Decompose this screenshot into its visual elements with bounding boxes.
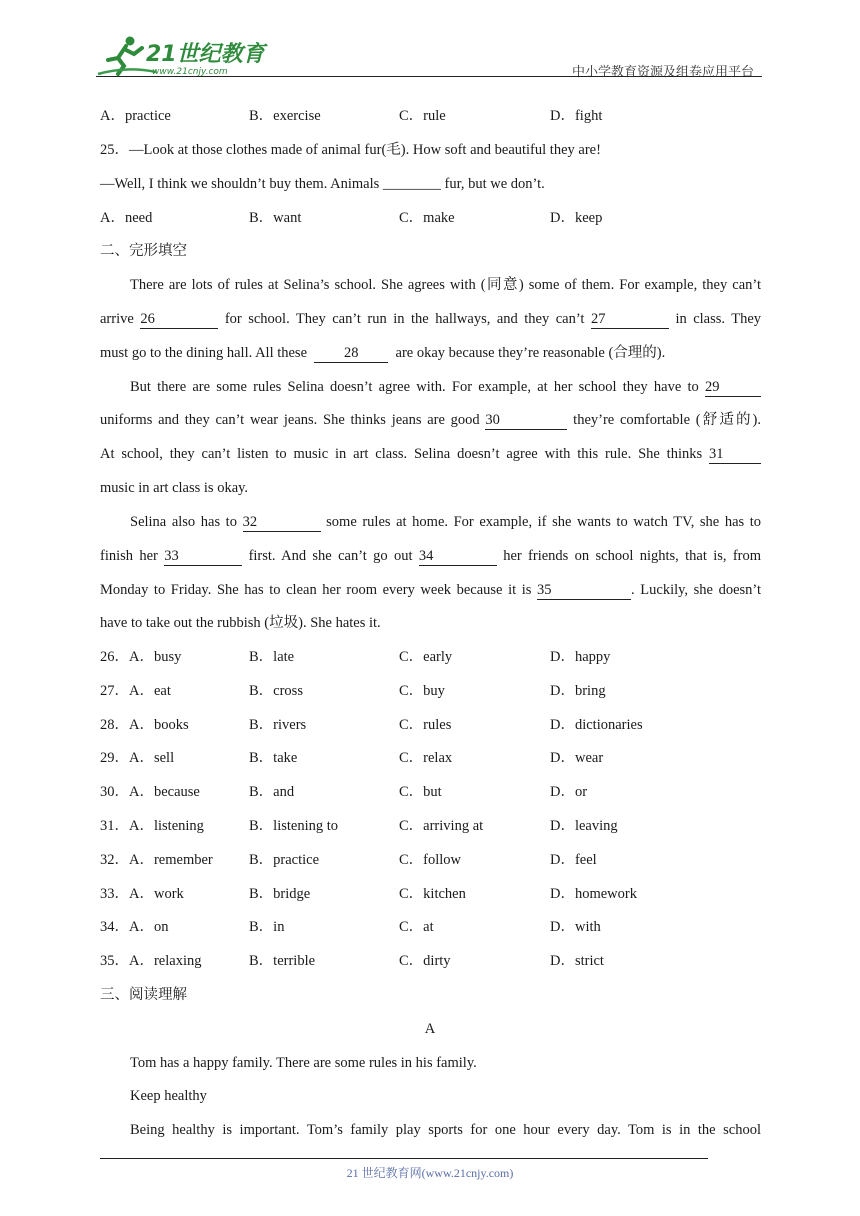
cloze-p1-line1: There are lots of rules at Selina’s school. She agrees with (同意) some of them. For example, they can’t — [130, 277, 761, 293]
blank-27: 27 — [591, 311, 669, 329]
question-30-option-d: D．or — [550, 784, 588, 801]
cloze-p3-line1: Selina also has to 32 some rules at home. For example, if she wants to watch TV, she has to — [130, 514, 762, 530]
blank-34: 34 — [419, 548, 497, 566]
question-31-option-b: B．listening to — [249, 818, 339, 834]
question-28-option-c: C．rules — [399, 716, 452, 733]
blank-31: 31 — [709, 446, 761, 464]
cloze-p2-line2: uniforms and they can’t wear jeans. She thinks jeans are good 30 they’re comfortable (舒适的). — [100, 412, 762, 428]
question-27-option-c: C．buy — [399, 682, 445, 699]
header-divider — [96, 76, 762, 77]
question-33-option-c: C．kitchen — [399, 885, 466, 902]
question-32-option-c: C．follow — [399, 851, 462, 868]
blank-30: 30 — [485, 412, 567, 430]
question-30-option-b: B．and — [249, 784, 295, 801]
question-27-option-b: B．cross — [249, 682, 303, 699]
question-35-option-b: B．terrible — [249, 953, 316, 970]
question-32-option-a: 32．A．remember — [100, 851, 213, 868]
footer-divider — [100, 1158, 708, 1159]
logo-text: 21世纪教育 — [146, 42, 265, 67]
cloze-p3-line3: Monday to Friday. She has to clean her room every week because it is 35 . Luckily, she doesn’t — [100, 582, 762, 598]
q24-option-c: C．rule — [399, 108, 446, 124]
q24-option-b: B．exercise — [249, 108, 321, 124]
q25-option-b: B．want — [249, 210, 302, 226]
question-33-option-b: B．bridge — [249, 885, 311, 902]
question-27-option-a: 27．A．eat — [100, 682, 171, 699]
question-34-option-d: D．with — [550, 919, 601, 936]
question-34-option-c: C．at — [399, 919, 434, 936]
section-title-reading: 三、阅读理解 — [100, 987, 187, 1003]
question-29-option-d: D．wear — [550, 750, 604, 767]
blank-28: 28 — [314, 345, 388, 363]
cloze-p3-line4: have to take out the rubbish (垃圾). She hates it. — [100, 615, 381, 631]
page-header — [96, 32, 762, 78]
blank-32: 32 — [243, 514, 321, 532]
question-29-option-a: 29．A．sell — [100, 750, 175, 767]
blank-35: 35 — [537, 582, 631, 600]
question-34-option-b: B．in — [249, 919, 285, 936]
question-32-option-d: D．feel — [550, 851, 597, 868]
blank-29: 29 — [705, 379, 761, 397]
q25-option-a: A．need — [100, 210, 153, 226]
question-26-option-a: 26．A．busy — [100, 649, 182, 665]
logo-url: www.21cnjy.com — [152, 67, 228, 76]
question-26-option-b: B．late — [249, 649, 295, 665]
platform-label: 中小学教育资源及组卷应用平台 — [571, 64, 754, 79]
question-28-option-a: 28．A．books — [100, 716, 189, 733]
reading-line3: Being healthy is important. Tom’s family play sports for one hour every day. Tom is in the school — [130, 1122, 761, 1138]
reading-heading: Keep healthy — [130, 1088, 207, 1104]
question-31-option-d: D．leaving — [550, 818, 618, 834]
question-32-option-b: B．practice — [249, 851, 320, 868]
question-27-option-d: D．bring — [550, 682, 606, 699]
reading-line1: Tom has a happy family. There are some rules in his family. — [130, 1055, 477, 1071]
passage-label: A — [424, 1021, 436, 1037]
logo — [96, 34, 276, 76]
q24-option-d: D．fight — [550, 108, 603, 124]
question-35-option-c: C．dirty — [399, 953, 451, 970]
cloze-p1-line3: must go to the dining hall. All these 28 are okay because they’re reasonable (合理的). — [100, 345, 666, 361]
blank-33: 33 — [164, 548, 242, 566]
question-29-option-b: B．take — [249, 750, 298, 767]
footer-text: 21 世纪教育网(www.21cnjy.com) — [346, 1166, 514, 1180]
question-35-option-a: 35．A．relaxing — [100, 953, 202, 970]
cloze-p2-line1: But there are some rules Selina doesn’t agree with. For example, at her school they have to 29 — [130, 377, 761, 397]
question-28-option-b: B．rivers — [249, 716, 307, 733]
question-26-option-d: D．happy — [550, 649, 611, 665]
question-33-option-d: D．homework — [550, 885, 637, 902]
cloze-p2-line4: music in art class is okay. — [100, 480, 249, 496]
q25-option-c: C．make — [399, 210, 455, 226]
question-28-option-d: D．dictionaries — [550, 716, 643, 733]
question-30-option-c: C．but — [399, 784, 442, 801]
question-35-option-d: D．strict — [550, 953, 604, 970]
blank-26: 26 — [140, 311, 218, 329]
question-31-option-a: 31．A．listening — [100, 818, 204, 834]
q25-option-d: D．keep — [550, 210, 603, 226]
q25-question: 25．—Look at those clothes made of animal fur(毛). How soft and beautiful they are! — [100, 142, 601, 158]
question-31-option-c: C．arriving at — [399, 818, 484, 834]
cloze-p3-line2: finish her 33 first. And she can’t go out 34 her friends on school nights, that is, from — [100, 548, 762, 564]
cloze-p2-line3: At school, they can’t listen to music in art class. Selina doesn’t agree with this rule. She thinks 31 — [100, 444, 761, 464]
question-34-option-a: 34．A．on — [100, 919, 169, 936]
question-33-option-a: 33．A．work — [100, 885, 184, 902]
question-30-option-a: 30．A．because — [100, 784, 200, 801]
question-29-option-c: C．relax — [399, 750, 453, 767]
q25-reply: —Well, I think we shouldn’t buy them. Animals ________ fur, but we don’t. — [100, 176, 545, 192]
section-title-cloze: 二、完形填空 — [100, 243, 187, 259]
cloze-p1-line2: arrive 26 for school. They can’t run in the hallways, and they can’t 27 in class. They — [100, 311, 762, 327]
q24-option-a: A．practice — [100, 108, 171, 124]
question-26-option-c: C．early — [399, 649, 453, 665]
